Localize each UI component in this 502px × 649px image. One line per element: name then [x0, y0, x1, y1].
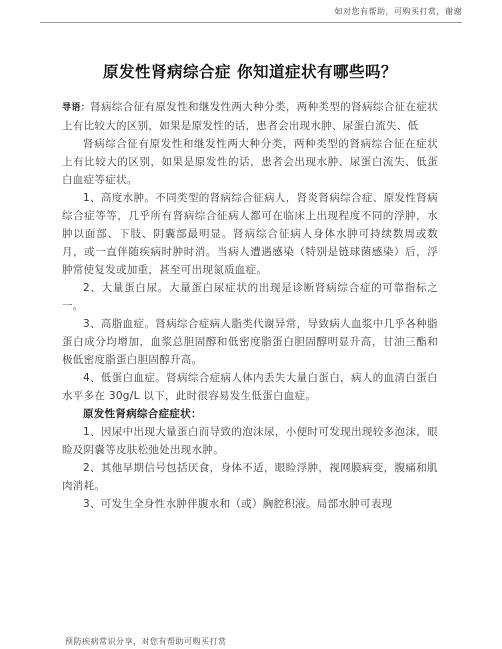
body-paragraph-hypoalbuminemia: 4、低蛋白血症。肾病综合症病人体内丢失大量白蛋白，病人的血清白蛋白水平多在 30g/L 以下，此时很容易发生低蛋白血症。 [62, 372, 438, 402]
header-divider [40, 22, 462, 23]
document-title: 原发性肾病综合症 你知道症状有哪些吗？ [103, 63, 397, 81]
symptom-item-early-signs: 2、其他早期信号包括厌食，身体不适，眼睑浮肿，视网膜病变，腹痛和肌肉消耗。 [62, 462, 438, 492]
body-paragraph-edema: 1、高度水肿。不同类型的肾病综合征病人，肾炎肾病综合症、原发性肾病综合症等等，几乎所有肾病综合征病人都可在临床上出现程度不同的浮肿，水肿以面部、下肢、阴囊部最明显。肾病综合征病人身体水肿可持续数周或数月，或一直伴随疾病时肿时消。当病人遭遇感染（特别是链球菌感染）后，浮肿常使复发或加重，甚至可出现氮质血症。 [62, 192, 438, 276]
symptom-item-systemic-edema: 3、可发生全身性水肿伴腹水和（或）胸腔积液。局部水肿可表现 [83, 498, 393, 510]
body-paragraph-overview: 肾病综合征有原发性和继发性两大种分类，两种类型的肾病综合征在症状上有比较大的区别，如果是原发性的话，患者会出现水肿、尿蛋白流失、低蛋白血症等症状。 [62, 138, 438, 186]
footer-note: 预防疾病常识分享，对您有帮助可购买打赏 [65, 637, 227, 646]
body-paragraph-proteinuria: 2、大量蛋白尿。大量蛋白尿症状的出现是诊断肾病综合症的可靠指标之一。 [62, 282, 438, 312]
symptom-item-foamy-urine: 1、因尿中出现大量蛋白而导致的泡沫尿，小便时可发现出现较多泡沫，眼睑及阴囊等皮肤松弛处出现水肿。 [62, 426, 438, 456]
symptoms-heading: 原发性肾病综合症症状： [83, 408, 202, 420]
intro-text: 肾病综合征有原发性和继发性两大种分类，两种类型的肾病综合征在症状上有比较大的区别，如果是原发性的话，患者会出现水肿、尿蛋白流失、低 [62, 101, 438, 132]
body-paragraph-hyperlipidemia: 3、高脂血症。肾病综合症病人脂类代谢异常，导致病人血浆中几乎各种脂蛋白成分均增加，血浆总胆固醇和低密度脂蛋白胆固醇明显升高，甘油三酯和极低密度脂蛋白胆固醇升高。 [62, 318, 438, 366]
document-body [62, 60, 438, 513]
intro-paragraph [62, 98, 438, 135]
header-note: 如对您有帮助，可购买打赏，谢谢 [334, 7, 462, 16]
intro-label: 导语： [62, 103, 91, 113]
